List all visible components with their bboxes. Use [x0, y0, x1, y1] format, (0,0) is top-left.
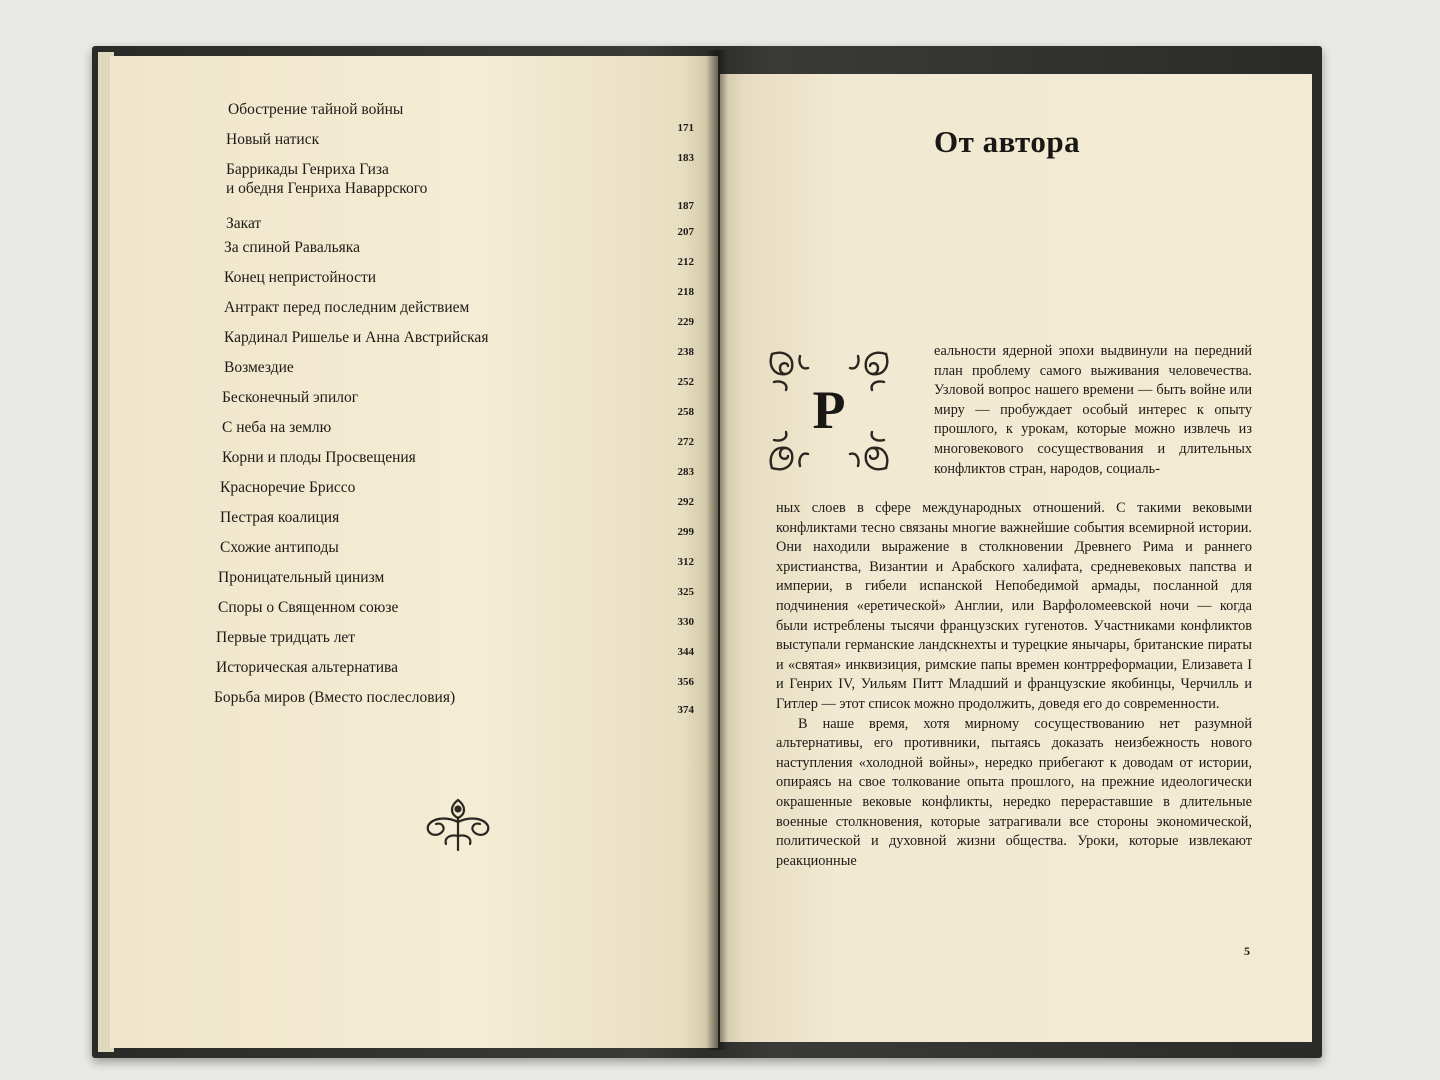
- toc-entry: [214, 688, 694, 716]
- toc-entry-title: Антракт перед последним действием: [224, 299, 470, 316]
- body-text: [776, 499, 1252, 871]
- toc-entry-title: Конец непристойности: [224, 269, 377, 286]
- toc-entry-page: 374: [677, 704, 694, 716]
- toc-entry: [214, 100, 694, 134]
- toc-entry-title: Возмездие: [224, 359, 294, 376]
- spine-shadow: [706, 50, 728, 1050]
- toc-entry: [214, 328, 694, 356]
- toc-entry-page: 344: [677, 646, 694, 658]
- toc-entry-page: 258: [677, 406, 694, 418]
- toc-entry: [214, 238, 694, 266]
- toc-entry-page: 218: [677, 286, 694, 298]
- paragraph: В наше время, хотя мирному сосуществованию нет разумной альтернативы, его противники, пытаясь доказать неизбежность нового наступления «холодной войны», нередко прибегают к доводам от истории, опираясь на свое толкование опыта прошлого, на прежние идеологически окрашенные вековые конфликты, нередко перераставшие в длительные военные столкновения, которые затрагивали все стороны экономической, политической и духовной жизни общества. Уроки, которые извлекают реакционные: [776, 715, 1252, 869]
- toc-entry: [214, 448, 694, 476]
- toc-entry: [214, 568, 694, 596]
- toc-entry: [214, 358, 694, 386]
- toc-entry: [214, 538, 694, 566]
- toc-entry-title: Бесконечный эпилог: [222, 389, 359, 406]
- toc-entry-title: Историческая альтернатива: [216, 659, 399, 676]
- dropcap-ornament: [764, 346, 894, 476]
- dropcap-letter: Р: [812, 380, 846, 440]
- toc-entry: [214, 508, 694, 536]
- toc-entry-title: Корни и плоды Просвещения: [222, 449, 416, 466]
- toc-entry-title: Закат: [226, 215, 262, 232]
- toc-entry: [214, 628, 694, 656]
- toc-entry-title: За спиной Равальяка: [224, 239, 360, 256]
- toc-entry-title: Проницательный цинизм: [218, 569, 385, 586]
- toc-entry: [214, 478, 694, 506]
- toc-entry: [214, 658, 694, 686]
- toc-entry: [214, 298, 694, 326]
- toc-entry-page: 283: [677, 466, 694, 478]
- toc-entry-page: 229: [677, 316, 694, 328]
- toc-entry-title: Красноречие Бриссо: [220, 479, 356, 496]
- toc-entry-title: Первые тридцать лет: [216, 629, 356, 646]
- toc-entry-page: 312: [677, 556, 694, 568]
- toc-entry-title: Споры о Священном союзе: [218, 599, 399, 616]
- toc-entry: [214, 598, 694, 626]
- toc-entry: [214, 388, 694, 416]
- toc-entry-page: 183: [677, 152, 694, 164]
- toc-entry-title: Новый натиск: [226, 131, 320, 148]
- toc-entry-title: Пестрая коалиция: [220, 509, 340, 526]
- toc-entry-title: Борьба миров (Вместо послесловия): [214, 689, 456, 706]
- toc-entry-title: Баррикады Генриха Гиза и обедня Генриха Наваррского: [226, 161, 428, 197]
- toc-entry: [214, 418, 694, 446]
- toc-entry-page: 252: [677, 376, 694, 388]
- toc-entry-title: Схожие антиподы: [220, 539, 339, 556]
- paragraph: ных слоев в сфере международных отношений. С такими вековыми конфликтами тесно связаны многие важнейшие события всемирной истории. Они находили выражение в столкновении Древнего Рима и раннего христианства, Византии и Арабского халифата, средневековых папства и империи, в гибели испанской Непобедимой армады, посланной для подчинения «еретической» Англии, или Варфоломеевской ночи — когда были истреблены тысячи французских гугенотов. Участниками конфликтов выступали германские ландскнехты и турецкие янычары, британские пираты и «святая» инквизиция, римские папы времен контрреформации, Елизавета I и Генрих IV, Уильям Питт Младший и французские якобинцы, Черчилль и Гитлер — этот список можно продолжить, доведя его до современности.: [776, 500, 1252, 712]
- corner-flourish-icon: [771, 353, 808, 390]
- toc-entry-page: 325: [677, 586, 694, 598]
- toc-entry: [214, 160, 694, 212]
- toc-entry: [214, 130, 694, 164]
- chapter-heading: От автора: [934, 124, 1081, 159]
- toc-entry-page: 238: [677, 346, 694, 358]
- toc-entry-page: 299: [677, 526, 694, 538]
- toc-entry: [214, 268, 694, 296]
- toc-entry-page: 272: [677, 436, 694, 448]
- toc-entry-page: 356: [677, 676, 694, 688]
- ornament-icon: [420, 792, 496, 856]
- toc-entry-page: 171: [677, 122, 694, 134]
- toc-entry-title: С неба на землю: [222, 419, 332, 436]
- toc-entry-page: 330: [677, 616, 694, 628]
- toc-entry-page: 207: [677, 226, 694, 238]
- toc-entry-page: 212: [677, 256, 694, 268]
- toc-entry-title: Обострение тайной войны: [228, 101, 404, 118]
- toc-entry-title: Кардинал Ришелье и Анна Австрийская: [224, 329, 489, 346]
- intro-text: еальности ядерной эпохи выдвинули на передний план проблему самого выживания человечества. Узловой вопрос нашего времени — быть войне или миру — пробуждает особый интерес к опыту прошлого, к урокам, которые можно извлечь из многовекового сосуществования и длительных конфликтов стран, народов, социаль-: [934, 343, 1252, 477]
- toc-entry-page: 292: [677, 496, 694, 508]
- page-number: 5: [1244, 944, 1250, 958]
- toc-entry-page: 187: [677, 200, 694, 212]
